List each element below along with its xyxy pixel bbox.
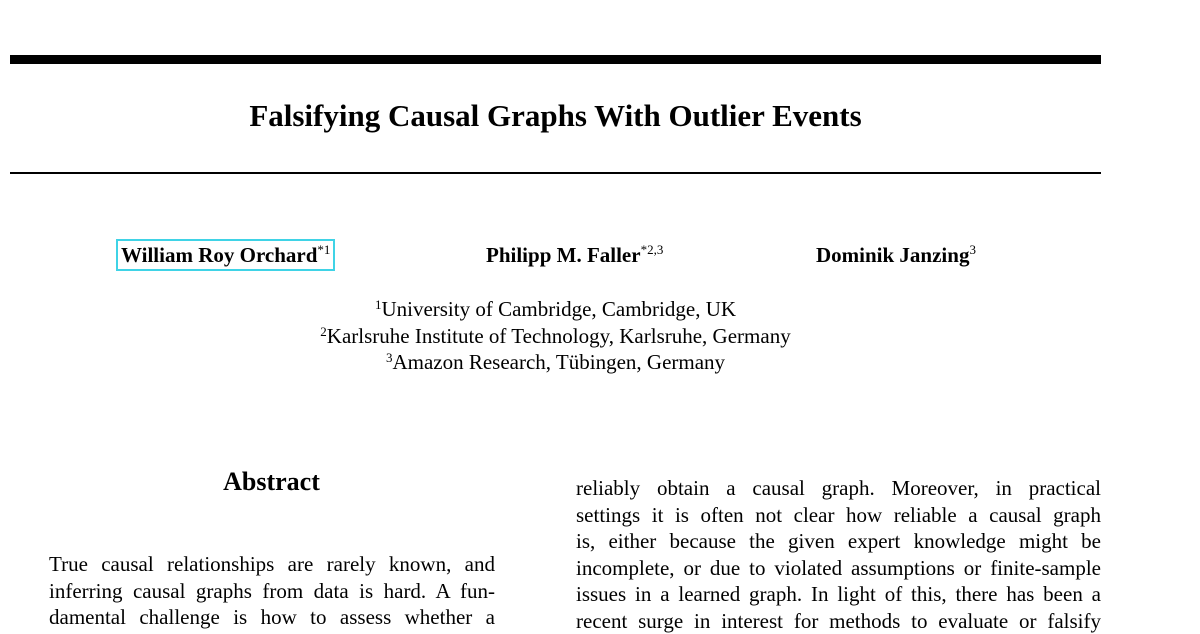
affiliations [10, 296, 1101, 376]
affiliation-text: Amazon Research, Tübingen, Germany [392, 350, 725, 374]
affiliation-text: University of Cambridge, Cambridge, UK [381, 297, 736, 321]
author-affiliation-marks: *2,3 [641, 242, 664, 257]
text-line: recent surge in interest for methods to evaluate or falsify [576, 608, 1101, 634]
text-line: damental challenge is how to assess whether a [49, 604, 495, 631]
author-affiliation-marks: 3 [969, 242, 976, 257]
text-line: incomplete, or due to violated assumptions or finite-sample [576, 555, 1101, 582]
author-philipp-m-faller[interactable] [486, 241, 663, 269]
affiliation-number: 2 [320, 324, 327, 339]
affiliation-3 [10, 349, 1101, 376]
author-name: William Roy Orchard [121, 243, 317, 267]
abstract-heading: Abstract [48, 466, 495, 498]
text-line: reliably obtain a causal graph. Moreover, in practical [576, 475, 1101, 502]
right-column-body [576, 475, 1101, 634]
affiliation-number: 3 [386, 350, 393, 365]
top-rule [10, 55, 1101, 64]
text-line: settings it is often not clear how reliable a causal graph [576, 502, 1101, 529]
affiliation-text: Karlsruhe Institute of Technology, Karlsruhe, Germany [327, 324, 791, 348]
author-name: Philipp M. Faller [486, 243, 641, 267]
affiliation-number: 1 [375, 297, 382, 312]
paper-title: Falsifying Causal Graphs With Outlier Events [10, 96, 1101, 136]
text-line: issues in a learned graph. In light of this, there has been a [576, 581, 1101, 608]
author-name: Dominik Janzing [816, 243, 969, 267]
affiliation-1 [10, 296, 1101, 323]
abstract-body [49, 551, 495, 631]
text-line: True causal relationships are rarely known, and [49, 551, 495, 578]
title-bottom-rule [10, 172, 1101, 174]
author-affiliation-marks: *1 [317, 242, 330, 257]
author-william-roy-orchard[interactable] [118, 241, 333, 269]
text-line: inferring causal graphs from data is hard. A fun- [49, 578, 495, 605]
affiliation-2 [10, 323, 1101, 350]
text-line: is, either because the given expert knowledge might be [576, 528, 1101, 555]
author-dominik-janzing[interactable] [816, 241, 976, 269]
